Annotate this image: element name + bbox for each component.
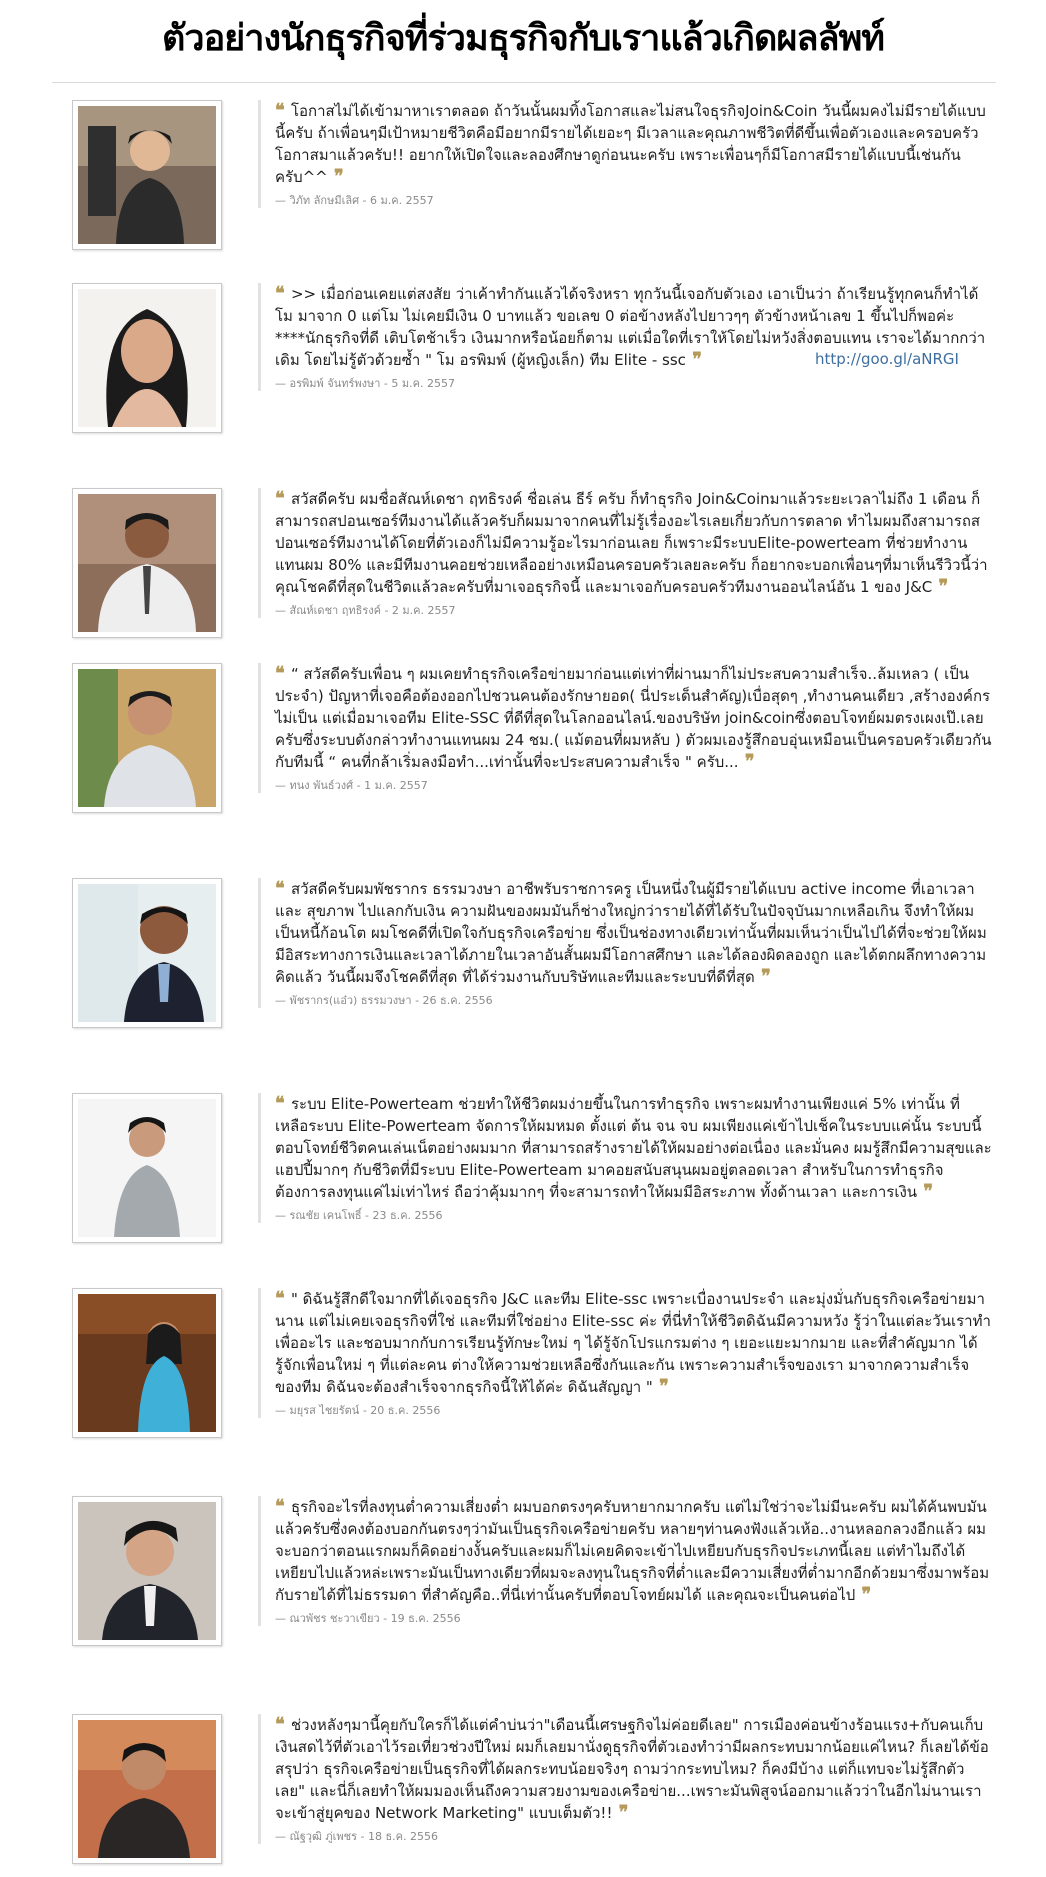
testimonial-author: — พัชรากร(แอ๋ว) ธรรมวงษา - 26 ธ.ค. 2556 <box>275 994 493 1007</box>
avatar-photo <box>72 100 222 250</box>
close-quote-icon: ❞ <box>932 576 949 597</box>
close-quote-icon: ❞ <box>652 1376 669 1397</box>
person-photo-icon <box>78 1720 216 1858</box>
avatar-photo <box>72 1288 222 1438</box>
testimonial-author: — ทนง พันธ์วงศ์ - 1 ม.ค. 2557 <box>275 779 428 792</box>
open-quote-icon: ❝ <box>275 1714 291 1735</box>
testimonial-author: — สัณห์เดชา ฤทธิรงค์ - 2 ม.ค. 2557 <box>275 604 456 617</box>
avatar-photo <box>72 878 222 1028</box>
avatar-photo <box>72 663 222 813</box>
open-quote-icon: ❝ <box>275 663 291 684</box>
close-quote-icon: ❞ <box>327 166 344 187</box>
testimonial-text: ธุรกิจอะไรที่ลงทุนต่ำความเสี่ยงต่ำ ผมบอกตรงๆครับหายากมากครับ แต่ไม่ใช่ว่าจะไม่มีนะครับ ผมได้ค้นพบมันแล้วครับซึ่งคงต้องบอกกันตรงๆว่ามันเป็นธุรกิจเครือข่ายครับ หลายๆท่านคงฟังแล้วเห้อ..งานหลอกลวงอีกแล้ว ผมจะบอกว่าตอนแรกผมก็คิดอย่างงั้นครับและผมก็ไม่เคยคิดจะเข้าไปเหยียบกับธุรกิจประเภทนี้เลย แต่ทำไมถึงได้เหยียบไปแล้วหล่ะเพราะมันเป็นทางเดียวที่ผมจะลงทุนในธุรกิจที่ต่ำและมีความเสี่ยงที่ต่ำมากอีกด้วยมาซึ่งมาพร้อมกับรายได้ที่ไม่ธรรมดา ที่สำคัญคือ..ที่นี่เท่านั้นครับที่ตอบโจทย์ผมได้ และคุณจะเป็นคนต่อไป <box>275 1498 990 1604</box>
testimonial-text: สวัสดีครับ ผมชื่อสัณห์เดชา ฤทธิรงค์ ชื่อเล่น ธีร์ ครับ ก็ทำธุรกิจ Join&Coinมาแล้วระยะเวลาไม่ถึง 1 เดือน ก็สามารถสปอนเซอร์ทีมงานได้แล้วครับก็ผมมาจากคนที่ไม่รู้เรื่องอะไรเลยเกี่ยวกับการตลาด ทำไมผมถึงสามารถสปอนเซอร์ทีมงานได้โดยที่ตัวเองก็ไม่มีความรู้อะไรมาก่อนเลย ก็เพราะมีระบบElite-powerteam ที่ช่วยทำงานแทนผม 80% และมีทีมงานคอยช่วยเหลืออย่างเหมือนครอบครัวเลยละครับ ก็อยากจะบอกเพื่อนๆที่มาเห็นรีวิวนี้ว่า คุณโชคดีที่สุดในชีวิตแล้วละครับที่มาเจอธุรกิจนี้ และมาเจอกับครอบครัวทีมงานออนไลน์อัน 1 ของ J&C <box>275 490 988 596</box>
close-quote-icon: ❞ <box>738 751 755 772</box>
close-quote-icon: ❞ <box>754 966 771 987</box>
page-title: ตัวอย่างนักธุรกิจที่ร่วมธุรกิจกับเราแล้วเกิดผลลัพท์ <box>161 18 885 59</box>
open-quote-icon: ❝ <box>275 100 291 121</box>
open-quote-icon: ❝ <box>275 878 291 899</box>
open-quote-icon: ❝ <box>275 488 291 509</box>
close-quote-icon: ❞ <box>685 349 702 370</box>
testimonial-author: — มยุรส ไชยรัตน์ - 20 ธ.ค. 2556 <box>275 1404 441 1417</box>
open-quote-icon: ❝ <box>275 1288 291 1309</box>
testimonial-author: — ณัฐวุฒิ ภู่เพชร - 18 ธ.ค. 2556 <box>275 1830 439 1843</box>
person-photo-icon <box>78 1502 216 1640</box>
avatar-photo <box>72 488 222 638</box>
title-divider <box>52 82 996 83</box>
close-quote-icon: ❞ <box>855 1584 872 1605</box>
testimonial-text: " ดิฉันรู้สึกดีใจมากที่ได้เจอธุรกิจ J&C และทีม Elite-ssc เพราะเบื่องานประจำ และมุ่งมั่นกับธุรกิจเครือข่ายมานาน แต่ไม่เคยเจอธุรกิจที่ใช่ และทีมที่ใช่อย่าง Elite-ssc ค่ะ ที่นี่ทำให้ชีวิตดิฉันมีความหวัง รู้ว่าในแต่ละวันเราทำเพื่ออะไร และชอบมากกับการเรียนรู้ทักษะใหม่ ๆ ได้รู้จักโปรแกรมต่าง ๆ เยอะแยะมากมาย และที่สำคัญมาก ได้รู้จักเพื่อนใหม่ ๆ ที่แต่ละคน ต่างให้ความช่วยเหลือซึ่งกันและกัน เพราะความสำเร็จของเรา มาจากความสำเร็จของทีม ดิฉันจะต้องสำเร็จจากธุรกิจนี้ให้ได้ค่ะ ดิฉันสัญญา " <box>275 1290 991 1396</box>
testimonial-text: ระบบ Elite-Powerteam ช่วยทำให้ชีวิตผมง่ายขึ้นในการทำธุรกิจ เพราะผมทำงานเพียงแค่ 5% เท่านั้น ที่เหลือระบบ Elite-Powerteam จัดการให้ผมหมด ตั้งแต่ ต้น จน จบ ผมเพียงแค่เข้าไปเช็คในระบบแค่นั้น ระบบนี้ตอบโจทย์ชีวิตคนเล่นเน็ตอย่างผมมาก ที่สามารถสร้างรายได้ให้ผมอย่างต่อเนื่อง และมั่นคง ผมรู้สึกมีความสุขและแฮปปี้มากๆ กับชีวิตที่มีระบบ Elite-Powerteam มาคอยสนับสนุนผมอยู่ตลอดเวลา สำหรับในการทำธุรกิจ ต้องการลงทุนแค่ไม่เท่าไหร่ ถือว่าคุ้มมากๆ ที่จะสามารถทำให้ผมมีอิสระภาพ ทั้งด้านเวลา และการเงิน <box>275 1095 992 1201</box>
testimonial-text: >> เมื่อก่อนเคยแต่สงสัย ว่าเค้าทำกันแล้วได้จริงหรา ทุกวันนี้เจอกับตัวเอง เอาเป็นว่า ถ้าเรียนรู้ทุกคนก็ทำได้ โม มาจาก 0 แต่โม ไม่เคยมีเงิน 0 บาทแล้ว ขอเลข 0 ต่อข้างหลังไปยาวๆๆ ตัวข้างหน้าเลข 1 ขึ้นไปก็พอค่ะ ****นักธุรกิจที่ดี เติบโตช้าเร็ว เงินมากหรือน้อยก็ตาม แต่เมื่อใดที่เราให้โดยไม่หวังสิ่งตอบแทน เราจะได้มากกว่าเดิม โดยไม่รู้ตัวด้วยซ้ำ " โม อรพิมพ์ (ผู้หญิงเล็ก) ทีม Elite - ssc <box>275 285 986 369</box>
person-photo-icon <box>78 884 216 1022</box>
close-quote-icon: ❞ <box>917 1181 933 1202</box>
avatar-photo <box>72 1714 222 1864</box>
open-quote-icon: ❝ <box>275 1496 291 1517</box>
person-photo-icon <box>78 494 216 632</box>
close-quote-icon: ❞ <box>612 1802 629 1823</box>
testimonial-author: — วิภัท ลักษมีเลิศ - 6 ม.ค. 2557 <box>275 194 434 207</box>
testimonial-author: — อรพิมพ์ จันทร์พงษา - 5 ม.ค. 2557 <box>275 377 455 390</box>
testimonial-author: — รณชัย เคนโพธิ์ - 23 ธ.ค. 2556 <box>275 1209 443 1222</box>
person-photo-icon <box>78 289 216 427</box>
overlay-link[interactable]: http://goo.gl/aNRGI <box>815 350 959 368</box>
avatar-photo <box>72 283 222 433</box>
open-quote-icon: ❝ <box>275 1093 291 1114</box>
testimonial-author: — ณวพัชร ชะวาเขียว - 19 ธ.ค. 2556 <box>275 1612 461 1625</box>
person-photo-icon <box>78 106 216 244</box>
avatar-photo <box>72 1093 222 1243</box>
avatar-photo <box>72 1496 222 1646</box>
person-photo-icon <box>78 669 216 807</box>
person-photo-icon <box>78 1099 216 1237</box>
testimonial-text: ช่วงหลังๆมานี้คุยกับใครก็ได้แต่คำบ่นว่า"เดือนนี้เศรษฐกิจไม่ค่อยดีเลย" การเมืองค่อนข้างร้อนแรง+กับคนเก็บเงินสดไว้ที่ตัวเอาไว้รอเที่ยวช่วงปีใหม่ ผมก็เลยมานั่งดูธุรกิจที่ตัวเองทำว่ามีผลกระทบมากน้อยแค่ไหน? ก็เลยได้ข้อสรุปว่า ธุรกิจเครือข่ายเป็นธุรกิจที่ได้ผลกระทบน้อยจริงๆ ถามว่ากระทบไหม? ก็คงมีบ้าง แต่ก็แทบจะไม่รู้สึกตัวเลย" และนี่ก็เลยทำให้ผมมองเห็นถึงความสวยงามของเครือข่าย...เพราะมันพิสูจน์ออกมาแล้วว่าในอีกไม่นานเราจะเข้าสู่ยุคของ Network Marketing" แบบเต็มตัว!! <box>275 1716 989 1822</box>
testimonial-text: “ สวัสดีครับเพื่อน ๆ ผมเคยทำธุรกิจเครือข่ายมาก่อนแต่เท่าที่ผ่านมาก็ไม่ประสบความสำเร็จ..ล้มเหลว ( เป็นประจำ) ปัญหาที่เจอคือต้องออกไปชวนคนต้องรักษายอด( นี่ประเด็นสำคัญ)เบื่อสุดๆ ,ทำงานคนเดียว ,สร้างองค์กรไม่เป็น แต่เมื่อมาเจอทีม Elite-SSC ที่ดีที่สุดในโลกออนไลน์.ของบริษัท join&coinซึ่งตอบโจทย์ผมตรงเผงเป๊.เลยครับซึ่งระบบดังกล่าวทำงานแทนผม 24 ชม.( แม้ตอนที่ผมหลับ ) ตัวผมเองรู้สึกอบอุ่นเหมือนเป็นครอบครัวเดียวกันกับทีมนี้ “ คนที่กล้าเริ่มลงมือทำ...เท่านั้นที่จะประสบความสำเร็จ " ครับ... <box>275 665 992 771</box>
testimonial-text: สวัสดีครับผมพัชรากร ธรรมวงษา อาชีพรับราชการครู เป็นหนึ่งในผู้มีรายได้แบบ active income ที่เอาเวลาและ สุขภาพ ไปแลกกับเงิน ความฝันของผมมันก็ช่างใหญ่กว่ารายได้ที่ได้รับในปัจจุบันมากเหลือเกิน จึงทำให้ผมเป็นหนี้ก้อนโต ผมโชคดีที่เปิดใจกับธุรกิจเครือข่าย ซึ่งเป็นช่องทางเดียวเท่านั้นที่ผมเห็นว่าเป็นไปได้ที่จะช่วยให้ผมมีอิสระทางการเงินและเวลาได้ภายในเวลาอันสั้นผมมีโอกาสศึกษา และได้ลองผิดลองถูก และได้ตกผลึกทางความคิดแล้ว วันนี้ผมจึงโชคดีที่สุด ที่ได้ร่วมงานกับบริษัทและทีมและระบบที่ดีที่สุด <box>275 880 987 986</box>
open-quote-icon: ❝ <box>275 283 291 304</box>
testimonial-text: โอกาสไม่ได้เข้ามาหาเราตลอด ถ้าวันนั้นผมทิ้งโอกาสและไม่สนใจธุรกิจJoin&Coin วันนี้ผมคงไม่มีรายได้แบบนี้ครับ ถ้าเพื่อนๆมีเป้าหมายชีวิตคือมีอยากมีรายได้เยอะๆ มีเวลาและคุณภาพชีวิตที่ดีขึ้นเพื่อตัวเองและครอบครัว โอกาสมาแล้วครับ!! อยากให้เปิดใจและลองศึกษาดูก่อนนะครับ เพราะเพื่อนๆก็มีโอกาสมีรายได้แบบนี้เช่นกันครับ^^ <box>275 102 986 186</box>
person-photo-icon <box>78 1294 216 1432</box>
